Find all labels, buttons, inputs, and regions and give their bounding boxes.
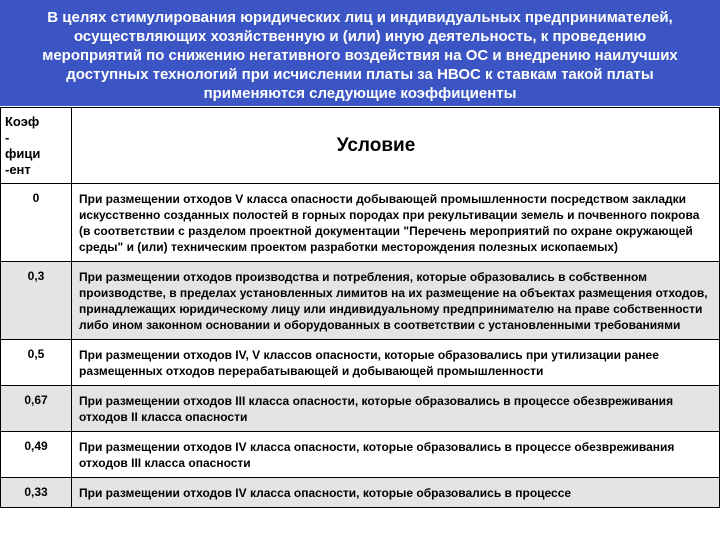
header-line-1: В целях стимулирования юридических лиц и индивидуальных предпринимателей, [47,9,673,26]
slide-header [0,0,720,106]
coef-value: 0,49 [1,432,72,478]
table-row [1,478,720,508]
header-line-2: осуществляющих хозяйственную и (или) иную деятельность, к проведению [73,28,647,45]
header-line-3: мероприятий по снижению негативного воздействия на ОС и внедрению наилучших [42,47,678,64]
table-row [1,184,720,262]
condition-text: При размещении отходов IV класса опасности, которые образовались в процессе обезвреживания отходов III класса опасности [72,432,720,478]
table-row [1,432,720,478]
coef-header-line: фици [5,146,41,161]
coefficients-table [0,107,720,508]
table-row [1,262,720,340]
condition-text: При размещении отходов IV, V классов опасности, которые образовались при утилизации ранее размещенных отходов перерабатывающей и добывающей промышленности [72,340,720,386]
coef-column-header [1,108,72,184]
condition-text: При размещении отходов V класса опасности добывающей промышленности посредством закладки искусственно созданных полостей в горных породах при рекультивации земель и почвенного покрова (в соответствии с разделом проектной документации "Перечень мероприятий по охране окружающей среды" и (или) техническим проектом разработки месторождения полезных ископаемых) [72,184,720,262]
condition-column-header: Условие [72,108,720,184]
table-row [1,386,720,432]
table-row [1,340,720,386]
coef-header-line: - [5,130,10,145]
coef-header-line: Коэф [5,114,40,129]
coef-header-line: -ент [5,162,31,177]
condition-text: При размещении отходов IV класса опасности, которые образовались в процессе [72,478,720,508]
header-line-4: доступных технологий при исчислении платы за НВОС к ставкам такой платы [66,66,654,83]
coef-value: 0,5 [1,340,72,386]
coef-value: 0,3 [1,262,72,340]
condition-text: При размещении отходов III класса опасности, которые образовались в процессе обезвреживания отходов II класса опасности [72,386,720,432]
condition-text: При размещении отходов производства и потребления, которые образовались в собственном производстве, в пределах установленных лимитов на их размещение на объектах размещения отходов, принадлежащих юридическому лицу или индивидуальному предпринимателю на праве собственности либо ином законном основании и оборудованных в соответствии с установленными требованиями [72,262,720,340]
coef-value: 0 [1,184,72,262]
table-header-row [1,108,720,184]
coef-value: 0,33 [1,478,72,508]
coef-value: 0,67 [1,386,72,432]
header-line-5: применяются следующие коэффициенты [203,85,517,102]
